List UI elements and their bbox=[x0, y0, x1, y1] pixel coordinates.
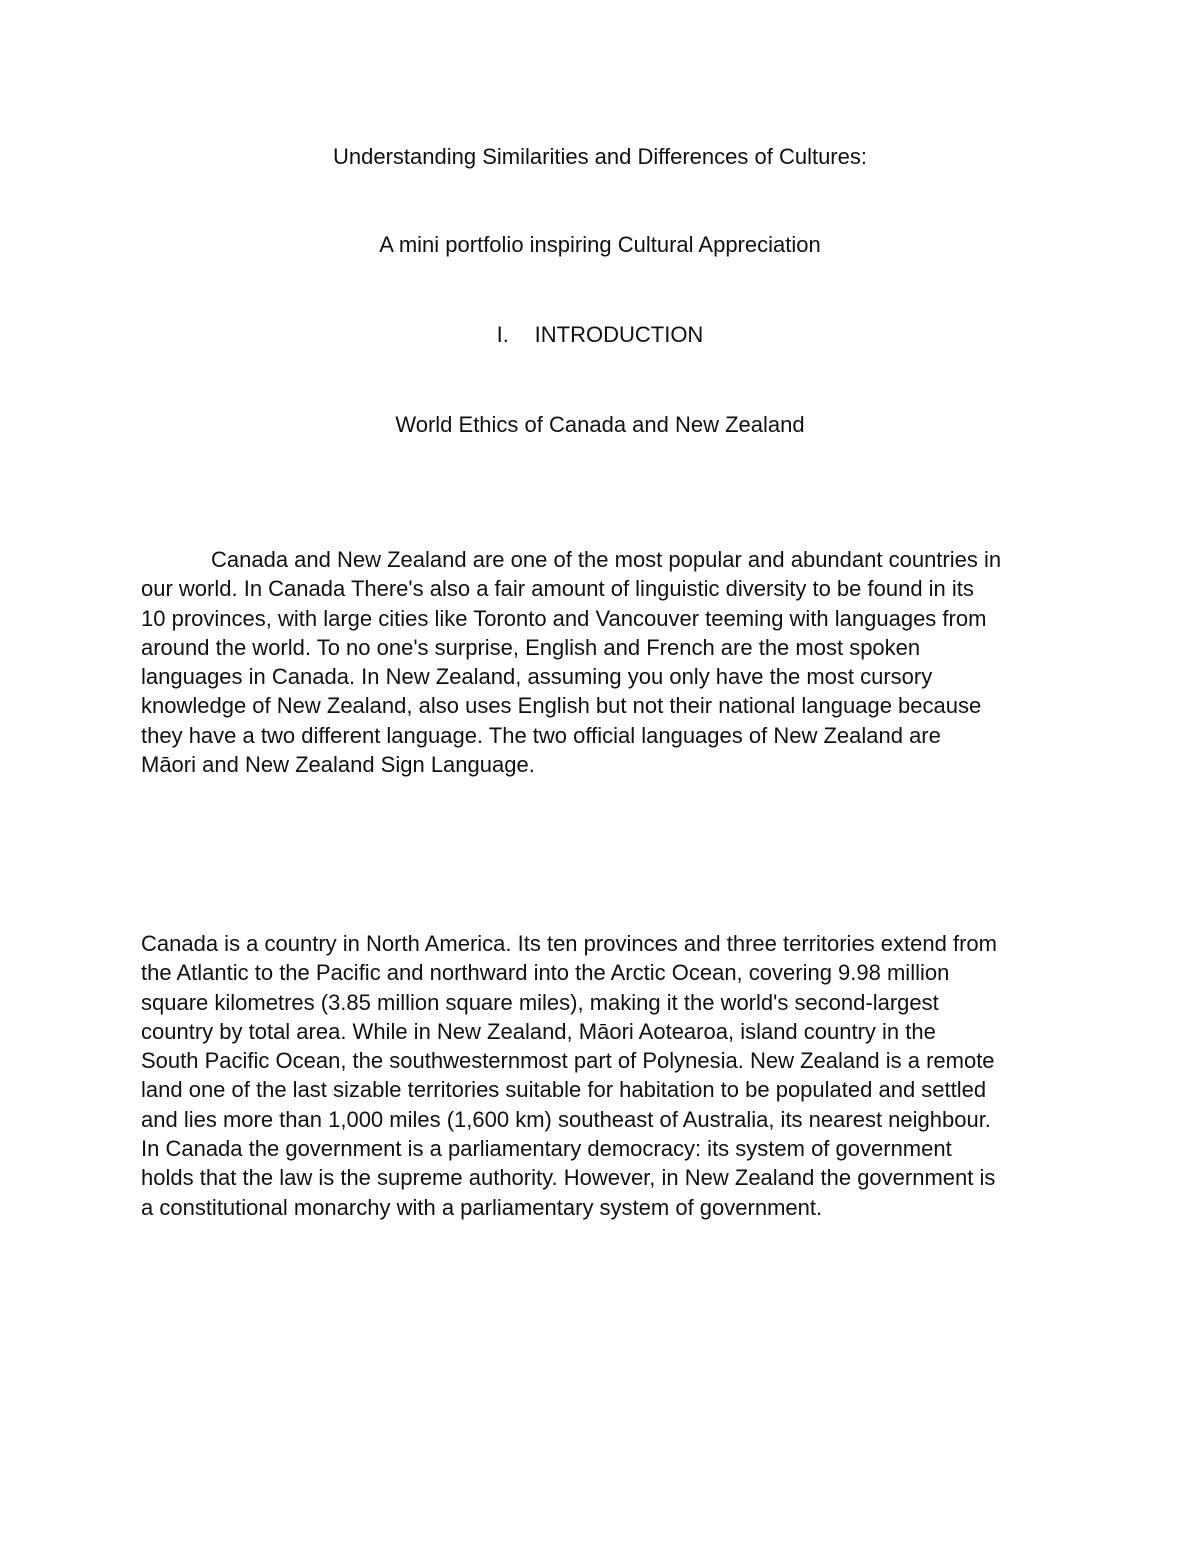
paragraph-line: the Atlantic to the Pacific and northward into the Arctic Ocean, covering 9.98 million bbox=[141, 960, 950, 986]
paragraph-line: 10 provinces, with large cities like Toronto and Vancouver teeming with languages from bbox=[141, 605, 987, 631]
paragraph-line: around the world. To no one's surprise, English and French are the most spoken bbox=[141, 634, 921, 660]
paragraph-line: holds that the law is the supreme authority. However, in New Zealand the government is bbox=[141, 1165, 996, 1191]
section-subheading: World Ethics of Canada and New Zealand bbox=[395, 412, 805, 437]
section-heading-text: INTRODUCTION bbox=[534, 322, 704, 347]
document-title: Understanding Similarities and Differences of Cultures: bbox=[333, 144, 867, 169]
paragraph-line: our world. In Canada There's also a fair amount of linguistic diversity to be found in its bbox=[141, 576, 974, 602]
paragraph-line: they have a two different language. The two official languages of New Zealand are bbox=[141, 722, 941, 748]
section-heading bbox=[0, 321, 1200, 349]
paragraph-line: and lies more than 1,000 miles (1,600 km) southeast of Australia, its nearest neighbour. bbox=[141, 1106, 991, 1132]
paragraph-languages bbox=[141, 545, 1061, 779]
paragraph-line: In Canada the government is a parliamentary democracy: its system of government bbox=[141, 1136, 952, 1162]
paragraph-line: languages in Canada. In New Zealand, assuming you only have the most cursory bbox=[141, 664, 933, 690]
document-subtitle: A mini portfolio inspiring Cultural Appreciation bbox=[379, 232, 821, 257]
paragraph-line: land one of the last sizable territories suitable for habitation to be populated and settled bbox=[141, 1077, 987, 1103]
paragraph-line: South Pacific Ocean, the southwesternmost part of Polynesia. New Zealand is a remote bbox=[141, 1048, 995, 1074]
paragraph-line: knowledge of New Zealand, also uses English but not their national language because bbox=[141, 693, 982, 719]
paragraph-line: Māori and New Zealand Sign Language. bbox=[141, 752, 535, 778]
paragraph-line: country by total area. While in New Zealand, Māori Aotearoa, island country in the bbox=[141, 1018, 936, 1044]
paragraph-line: square kilometres (3.85 million square miles), making it the world's second-largest bbox=[141, 989, 939, 1015]
paragraph-line: Canada and New Zealand are one of the most popular and abundant countries in bbox=[211, 547, 1002, 572]
paragraph-geography-government bbox=[141, 929, 1061, 1222]
paragraph-line: Canada is a country in North America. Its ten provinces and three territories extend from bbox=[141, 931, 997, 956]
section-numeral: I. bbox=[496, 322, 509, 347]
paragraph-line: a constitutional monarchy with a parliamentary system of government. bbox=[141, 1194, 823, 1220]
